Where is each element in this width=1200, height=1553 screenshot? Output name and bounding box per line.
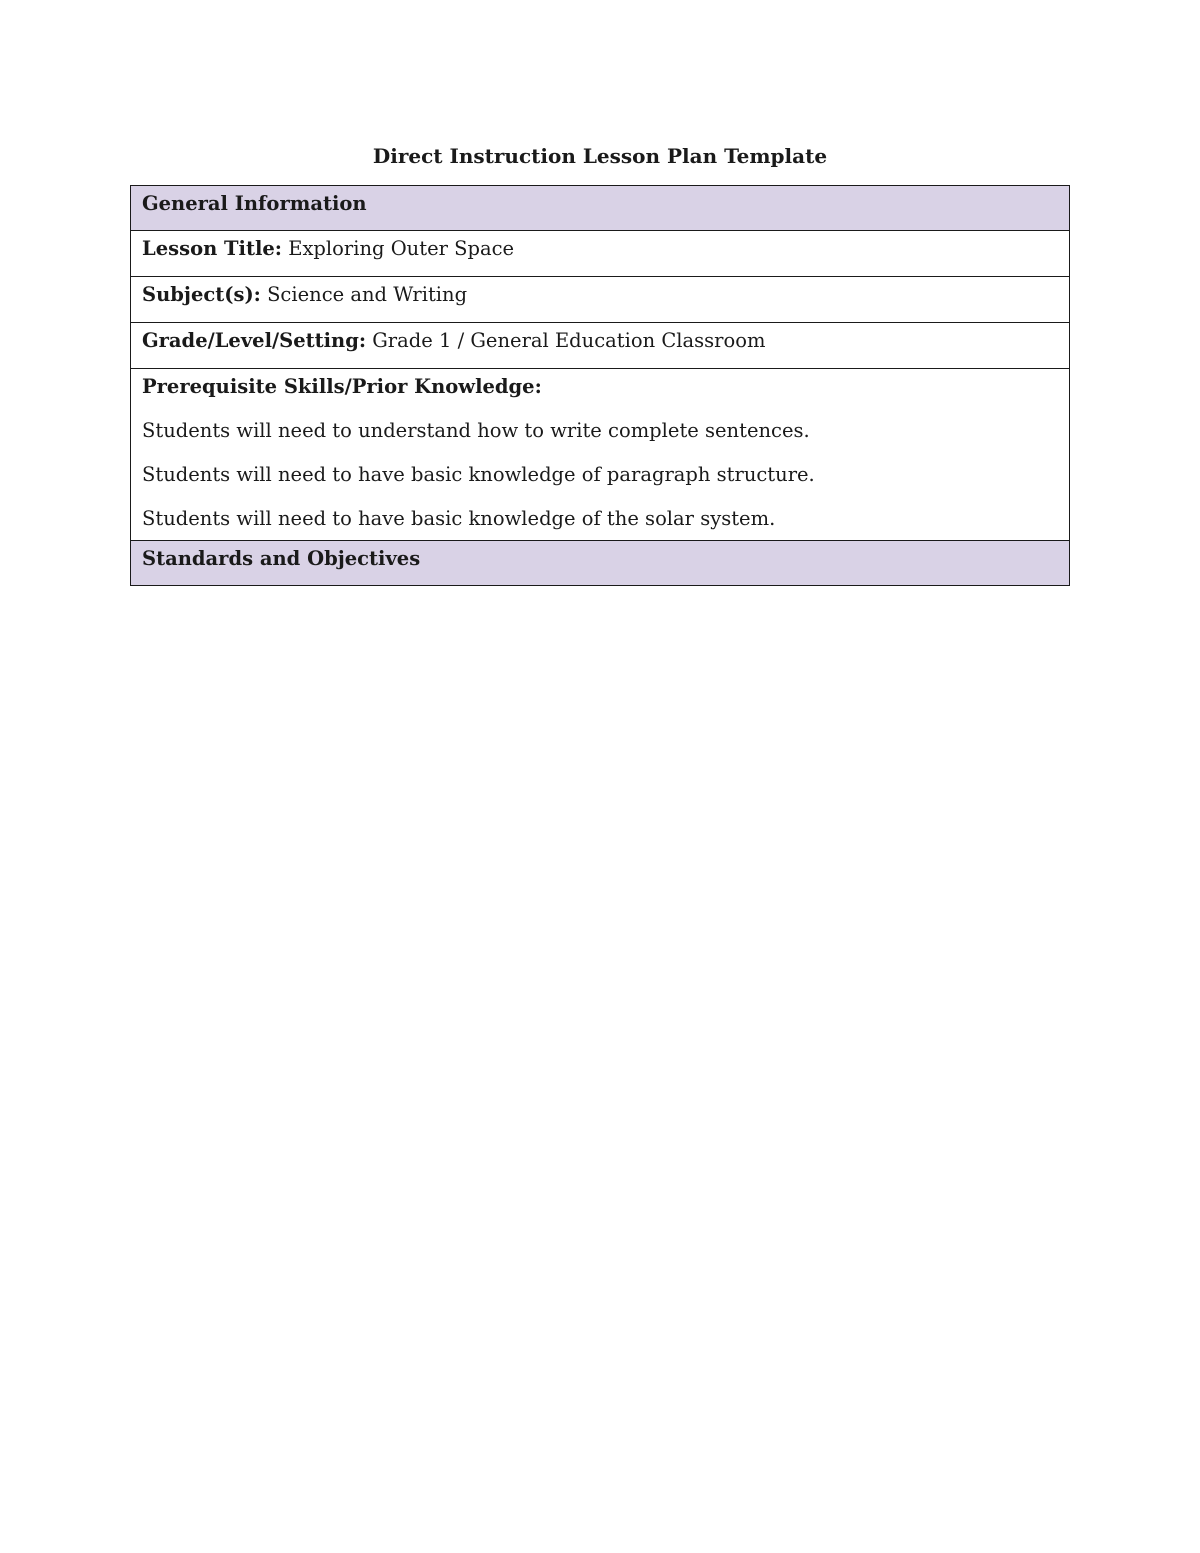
section-title: Standards and Objectives <box>142 547 421 570</box>
lesson-title-label: Lesson Title: <box>142 237 282 260</box>
prerequisite-item: Students will need to have basic knowledge of the solar system. <box>142 507 776 530</box>
field-cell-lesson-title <box>131 231 1070 277</box>
prerequisite-item: Students will need to understand how to write complete sentences. <box>142 419 810 442</box>
prerequisite-item: Students will need to have basic knowledge of paragraph structure. <box>142 463 815 486</box>
subjects-value: Science and Writing <box>267 283 468 306</box>
field-cell-grade-level-setting <box>131 323 1070 369</box>
lesson-title-value: Exploring Outer Space <box>288 237 515 260</box>
section-title: General Information <box>142 192 367 215</box>
section-header-general-information <box>131 186 1070 231</box>
field-cell-prerequisites <box>131 369 1070 541</box>
document-title: Direct Instruction Lesson Plan Template <box>372 144 828 168</box>
field-cell-subjects <box>131 277 1070 323</box>
lesson-plan-table <box>130 185 1070 586</box>
prerequisites-label: Prerequisite Skills/Prior Knowledge: <box>142 375 542 398</box>
field-row-subjects <box>131 277 1070 323</box>
section-row-general-information <box>131 186 1070 231</box>
field-row-prerequisites <box>131 369 1070 541</box>
grade-level-setting-label: Grade/Level/Setting: <box>142 329 367 352</box>
field-row-grade-level-setting <box>131 323 1070 369</box>
subjects-label: Subject(s): <box>142 283 261 306</box>
field-row-lesson-title <box>131 231 1070 277</box>
section-row-standards-objectives <box>131 541 1070 586</box>
section-header-standards-objectives <box>131 541 1070 586</box>
grade-level-setting-value: Grade 1 / General Education Classroom <box>372 329 766 352</box>
